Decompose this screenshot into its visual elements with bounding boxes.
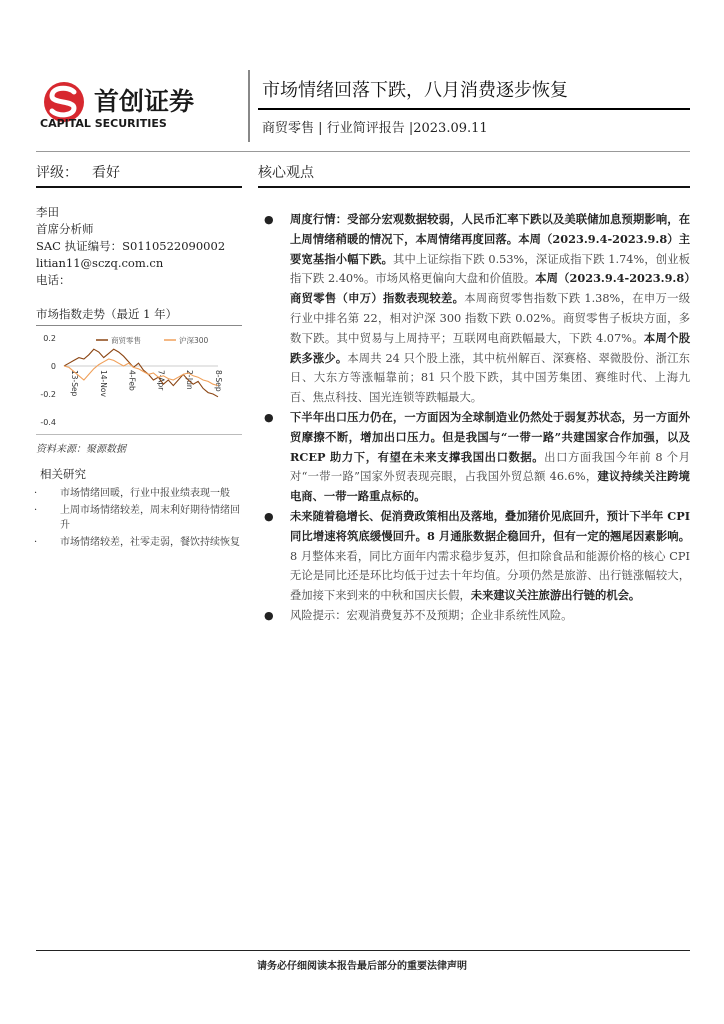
related-item[interactable]: · 上周市场情绪较差，周末利好期待情绪回升 <box>34 505 240 531</box>
analyst-sac: SAC 执证编号：S0110522090002 <box>36 239 226 253</box>
rating <box>36 162 120 182</box>
company-logo <box>40 80 240 130</box>
rating-label: 评级： <box>36 165 78 181</box>
related-item[interactable]: · 市场情绪回暖，行业中报业绩表现一般 <box>34 488 230 499</box>
x-tick-label: 4-Feb <box>127 370 137 391</box>
point-weekly-market: ● 周度行情：受部分宏观数据较弱，人民币汇率下跌以及美联储加息预期影响，在上周情绪稍暖的情况下，本周情绪再度回落。本周（2023.9.4-2023.9.8）主要宽基指小幅下跌。其中上证综指下跌 0.53%，深证成指下跌 1.74%，创业板指下跌 2.40%。市场风格更偏向大盘和价值股。本周（2023.9.4-2023.9.8）商贸零售（申万）指数表现较差。本周商贸零售指数下跌 1.38%，在申万一级行业中排名第 22，相对沪深 300 指数下跌 0.02%。商贸零售子板块方面，多数下跌。其中贸易与上周持平；互联网电商跌幅最大，下跌 4.07%。本周个股跌多涨少。本周共 24 只个股上涨，其中杭州解百、深赛格、翠微股份、浙江东日、大东方等涨幅靠前；81 只个股下跌，其中国芳集团、赛维时代、上海九百、焦点科技、国光连锁等跌幅最大。 <box>264 212 690 405</box>
report-date: 2023.09.11 <box>413 121 488 136</box>
company-name-en: CAPITAL SECURITIES <box>40 117 167 130</box>
bullet-icon: · <box>34 505 38 516</box>
legend-label: 商贸零售 <box>111 336 141 345</box>
left-rule <box>36 186 242 188</box>
analyst-info <box>36 204 246 289</box>
x-tick-label: 2-Jun <box>185 370 195 390</box>
analyst-email[interactable]: litian11@sczq.com.cn <box>36 256 164 270</box>
rating-value: 看好 <box>92 165 120 181</box>
bullet-icon: · <box>34 537 38 548</box>
y-tick-label: 0.2 <box>43 334 56 343</box>
footer-rule <box>36 950 690 951</box>
header-rule <box>36 151 690 152</box>
chart-title: 市场指数走势（最近 1 年） <box>36 307 178 321</box>
bullet-icon: ● <box>264 410 274 424</box>
analyst-name: 李田 <box>36 205 59 219</box>
core-title: 核心观点 <box>258 165 314 181</box>
report-type: 行业简评报告 <box>326 121 405 136</box>
x-tick-label: 14-Nov <box>98 370 108 397</box>
analyst-role: 首席分析师 <box>36 222 94 236</box>
footer-disclaimer: 请务必仔细阅读本报告最后部分的重要法律声明 <box>257 961 467 972</box>
bullet-icon: ● <box>264 608 274 622</box>
bullet-icon: · <box>34 488 38 499</box>
sector: 商贸零售 <box>262 121 315 136</box>
related-title: 相关研究 <box>40 467 86 481</box>
source-rule <box>36 434 242 435</box>
legend-label: 沪深300 <box>179 336 209 345</box>
separator: | <box>408 121 414 136</box>
x-tick-label: 13-Sep <box>70 370 79 397</box>
core-points <box>260 210 690 626</box>
y-tick-label: -0.4 <box>40 418 56 427</box>
bullet-icon: ● <box>264 213 274 226</box>
header-divider <box>248 70 250 142</box>
bullet-icon: ● <box>264 509 274 523</box>
chart-source: 资料来源：聚源数据 <box>36 444 126 455</box>
y-tick-label: -0.2 <box>40 390 56 399</box>
point-export: ● 下半年出口压力仍在，一方面因为全球制造业仍然处于弱复苏状态，另一方面外贸摩擦不断，增加出口压力。但是我国与“一带一路”共建国家合作加强，以及 RCEP 助力下，有望在未来支撑我国出口数据。出口方面我国今年前 8 个月对“一带一路”国家外贸表现亮眼，占我国外贸总额 46.6%，建议持续关注跨境电商、一带一路重点标的。 <box>264 409 691 504</box>
logo-mark-icon <box>44 82 84 122</box>
related-item[interactable]: · 市场情绪较差，社零走弱，餐饮持续恢复 <box>34 537 240 548</box>
y-tick-label: 0 <box>50 362 56 371</box>
x-tick-label: 8-Sep <box>214 370 223 392</box>
x-tick-label: 7-Apr <box>156 370 166 391</box>
analyst-phone: 电话： <box>36 273 71 287</box>
right-rule <box>258 186 690 188</box>
separator: | <box>318 121 323 136</box>
title-rule <box>258 108 690 110</box>
point-cpi: ● 未来随着稳增长、促消费政策相出及落地，叠加猪价见底回升，预计下半年 CPI 同比增速将筑底缓慢回升。8 月通胀数据企稳回升，但有一定的翘尾因素影响。8 月整体来看，同比方面年内需求稳步复苏，但扣除食品和能源价格的核心 CPI 无论是同比还是环比均低于过去十年均值。分项仍然是旅游、出行链涨幅较大，叠加接下来到来的中秋和国庆长假，未来建议关注旅游出行链的机会。 <box>264 508 690 603</box>
index-chart <box>36 330 242 432</box>
point-risk: ● 风险提示：宏观消费复苏不及预期；企业非系统性风险。 <box>260 606 690 626</box>
report-subtitle <box>262 117 488 136</box>
chart-title-rule <box>36 325 242 326</box>
report-title: 市场情绪回落下跌，八月消费逐步恢复 <box>262 80 568 101</box>
company-name-cn: 首创证券 <box>94 87 195 116</box>
related-list <box>34 486 244 552</box>
